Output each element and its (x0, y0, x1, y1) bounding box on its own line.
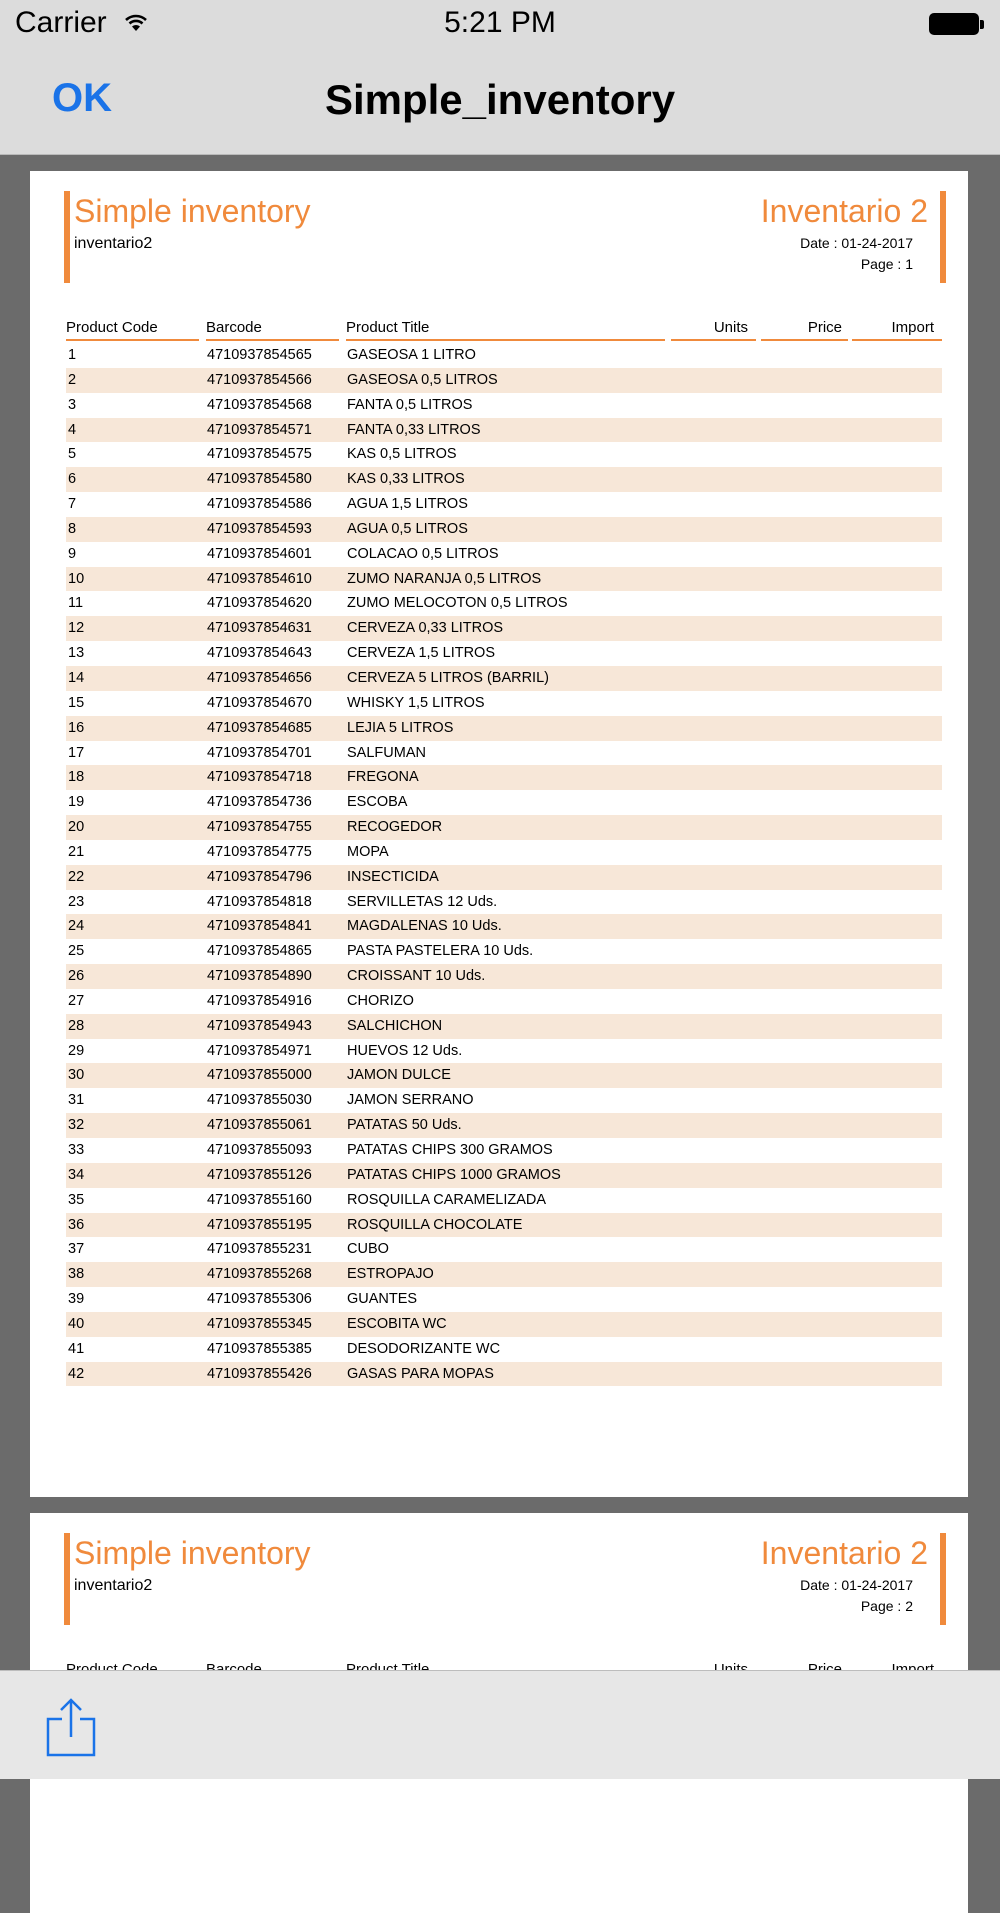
battery-icon (929, 13, 984, 37)
table-row (66, 1287, 942, 1312)
cell-barcode: 4710937854736 (207, 794, 312, 811)
table-row (66, 1138, 942, 1163)
cell-barcode: 4710937854620 (207, 595, 312, 612)
cell-product-code: 40 (68, 1315, 85, 1332)
cell-barcode: 4710937854643 (207, 645, 312, 662)
cell-barcode: 4710937854586 (207, 496, 312, 513)
cell-product-title: PATATAS 50 Uds. (347, 1117, 462, 1134)
cell-product-title: ROSQUILLA CHOCOLATE (347, 1216, 523, 1233)
table-row (66, 914, 942, 939)
cell-product-title: PATATAS CHIPS 300 GRAMOS (347, 1142, 553, 1158)
table-row (66, 492, 942, 517)
cell-barcode: 4710937854701 (207, 744, 312, 761)
table-row (66, 741, 942, 766)
cell-product-title: KAS 0,5 LITROS (347, 446, 457, 463)
cell-product-code: 23 (68, 893, 85, 910)
cell-product-title: PATATAS CHIPS 1000 GRAMOS (347, 1166, 561, 1183)
cell-barcode: 4710937854565 (207, 347, 312, 363)
cell-product-code: 35 (68, 1191, 85, 1208)
cell-product-title: GUANTES (347, 1291, 418, 1308)
cell-barcode: 4710937854775 (207, 843, 312, 860)
cell-product-title: FANTA 0,5 LITROS (347, 396, 473, 413)
cell-product-code: 29 (68, 1042, 85, 1059)
cell-product-title: ESCOBITA WC (347, 1315, 447, 1332)
cell-barcode: 4710937854568 (207, 396, 312, 413)
cell-barcode: 4710937854670 (207, 694, 312, 711)
cell-product-code: 37 (68, 1241, 85, 1258)
header-accent-right (940, 191, 946, 283)
cell-product-code: 17 (68, 744, 85, 761)
ok-button[interactable]: OK (52, 76, 112, 120)
cell-product-code: 14 (68, 669, 85, 686)
cell-product-title: CROISSANT 10 Uds. (347, 968, 486, 985)
cell-product-code: 19 (68, 794, 85, 811)
cell-product-code: 2 (68, 371, 77, 388)
table-row (66, 1237, 942, 1262)
cell-product-title: CERVEZA 0,33 LITROS (347, 620, 504, 637)
table-row (66, 368, 942, 393)
cell-barcode: 4710937854718 (207, 769, 312, 786)
cell-product-code: 9 (68, 545, 77, 562)
report-brand: Simple inventory (74, 1535, 311, 1571)
cell-product-code: 33 (68, 1142, 85, 1158)
cell-product-title: JAMON DULCE (347, 1067, 451, 1084)
cell-product-code: 27 (68, 992, 85, 1009)
col-price: Price (761, 319, 848, 341)
table-row (66, 1362, 942, 1387)
cell-product-title: JAMON SERRANO (347, 1092, 474, 1109)
cell-product-code: 7 (68, 496, 77, 513)
table-row (66, 865, 942, 890)
cell-product-title: DESODORIZANTE WC (347, 1340, 501, 1357)
col-units: Units (671, 319, 756, 341)
cell-barcode: 4710937854865 (207, 943, 312, 960)
cell-barcode: 4710937855030 (207, 1092, 312, 1109)
table-row (66, 964, 942, 989)
cell-product-code: 32 (68, 1117, 85, 1134)
cell-barcode: 4710937854601 (207, 545, 312, 562)
table-row (66, 815, 942, 840)
cell-product-code: 5 (68, 446, 77, 463)
carrier-label: Carrier (15, 6, 107, 39)
cell-barcode: 4710937854610 (207, 570, 312, 587)
cell-barcode: 4710937854566 (207, 371, 312, 388)
cell-product-title: INSECTICIDA (347, 868, 439, 885)
report-subtitle: inventario2 (74, 1577, 153, 1594)
cell-product-code: 21 (68, 843, 85, 860)
nav-title: Simple_inventory (324, 76, 676, 123)
cell-product-title: COLACAO 0,5 LITROS (347, 545, 499, 562)
table-row (66, 1113, 942, 1138)
table-row (66, 1213, 942, 1238)
cell-product-code: 4 (68, 421, 77, 438)
cell-product-code: 28 (68, 1017, 85, 1034)
table-row (66, 790, 942, 815)
table-row (66, 1337, 942, 1362)
cell-barcode: 4710937854575 (207, 446, 312, 463)
cell-barcode: 4710937854755 (207, 819, 312, 836)
report-subtitle: inventario2 (74, 235, 153, 252)
cell-barcode: 4710937854971 (207, 1042, 312, 1059)
cell-product-title: ROSQUILLA CARAMELIZADA (347, 1191, 547, 1208)
table-row (66, 716, 942, 741)
cell-product-code: 41 (68, 1340, 85, 1357)
cell-product-title: ZUMO NARANJA 0,5 LITROS (347, 570, 542, 587)
cell-barcode: 4710937855160 (207, 1191, 312, 1208)
cell-barcode: 4710937855231 (207, 1241, 312, 1258)
cell-barcode: 4710937854818 (207, 893, 312, 910)
report-page-number: Page : 2 (860, 1598, 913, 1614)
cell-product-title: ESCOBA (347, 794, 408, 811)
cell-barcode: 4710937854916 (207, 992, 312, 1009)
status-bar (0, 0, 1000, 50)
cell-product-title: MOPA (347, 843, 389, 860)
cell-product-title: SALCHICHON (347, 1017, 443, 1034)
cell-product-code: 6 (68, 471, 77, 488)
col-barcode: Barcode (206, 319, 339, 341)
table-row (66, 1063, 942, 1088)
table-row (66, 616, 942, 641)
cell-barcode: 4710937854890 (207, 968, 312, 985)
cell-product-code: 31 (68, 1092, 85, 1109)
cell-product-code: 12 (68, 620, 85, 637)
cell-barcode: 4710937855126 (207, 1166, 312, 1183)
report-date: Date : 01-24-2017 (800, 235, 913, 251)
table-row (66, 517, 942, 542)
cell-product-code: 16 (68, 719, 85, 736)
cell-product-title: SALFUMAN (347, 744, 426, 761)
table-row (66, 840, 942, 865)
cell-product-title: AGUA 0,5 LITROS (347, 520, 468, 537)
cell-barcode: 4710937855306 (207, 1291, 312, 1308)
cell-product-code: 26 (68, 968, 85, 985)
cell-product-title: CUBO (347, 1241, 389, 1258)
cell-product-title: GASAS PARA MOPAS (347, 1365, 494, 1382)
cell-product-title: WHISKY 1,5 LITROS (347, 694, 485, 711)
cell-product-code: 36 (68, 1216, 85, 1233)
table-row (66, 939, 942, 964)
table-row (66, 890, 942, 915)
cell-product-code: 24 (68, 918, 85, 935)
table-header (66, 317, 942, 343)
table-row (66, 989, 942, 1014)
cell-product-title: ESTROPAJO (347, 1266, 434, 1283)
cell-barcode: 4710937854593 (207, 520, 312, 537)
cell-product-code: 20 (68, 819, 85, 836)
table-row (66, 691, 942, 716)
cell-product-title: KAS 0,33 LITROS (347, 471, 465, 488)
table-row (66, 591, 942, 616)
col-product-title: Product Title (346, 319, 665, 341)
cell-product-code: 3 (68, 396, 77, 413)
cell-product-code: 11 (68, 595, 84, 612)
cell-product-title: GASEOSA 1 LITRO (347, 347, 476, 363)
table-row (66, 1312, 942, 1337)
cell-product-title: FANTA 0,33 LITROS (347, 421, 481, 438)
inventory-table (66, 317, 942, 1386)
cell-barcode: 4710937854841 (207, 918, 312, 935)
report-page-1 (30, 171, 968, 1497)
table-row (66, 1188, 942, 1213)
report-title: Inventario 2 (760, 193, 928, 229)
cell-barcode: 4710937854571 (207, 421, 312, 438)
cell-product-code: 38 (68, 1266, 85, 1283)
report-page-number: Page : 1 (860, 256, 913, 272)
table-row (66, 343, 942, 368)
cell-product-title: CHORIZO (347, 992, 414, 1009)
header-accent-left (64, 191, 70, 283)
col-product-code: Product Code (66, 319, 199, 341)
cell-product-title: GASEOSA 0,5 LITROS (347, 371, 498, 388)
cell-barcode: 4710937855385 (207, 1340, 312, 1357)
table-row (66, 567, 942, 592)
cell-product-title: AGUA 1,5 LITROS (347, 496, 468, 513)
cell-product-title: CERVEZA 1,5 LITROS (347, 645, 496, 662)
cell-barcode: 4710937855268 (207, 1266, 312, 1283)
cell-product-code: 25 (68, 943, 85, 960)
cell-barcode: 4710937854631 (207, 620, 312, 637)
cell-product-code: 8 (68, 520, 77, 537)
report-brand: Simple inventory (74, 193, 311, 229)
cell-barcode: 4710937855426 (207, 1365, 312, 1382)
table-row (66, 1262, 942, 1287)
cell-product-code: 1 (68, 347, 77, 363)
cell-product-title: MAGDALENAS 10 Uds. (347, 918, 502, 935)
cell-product-code: 13 (68, 645, 85, 662)
status-time: 5:21 PM (444, 6, 556, 39)
table-row (66, 418, 942, 443)
share-icon[interactable] (44, 1697, 98, 1759)
cell-barcode: 4710937855093 (207, 1142, 312, 1158)
cell-barcode: 4710937854580 (207, 471, 312, 488)
cell-product-code: 10 (68, 570, 85, 587)
cell-product-title: RECOGEDOR (347, 819, 443, 836)
table-row (66, 641, 942, 666)
cell-barcode: 4710937854685 (207, 719, 312, 736)
table-row (66, 1039, 942, 1064)
table-row (66, 1088, 942, 1113)
table-body (66, 343, 942, 1386)
cell-product-code: 34 (68, 1166, 85, 1183)
table-row (66, 393, 942, 418)
cell-product-code: 22 (68, 868, 85, 885)
col-import: Import (852, 319, 942, 341)
cell-product-title: ZUMO MELOCOTON 0,5 LITROS (347, 595, 568, 612)
cell-product-title: LEJIA 5 LITROS (347, 719, 454, 736)
cell-barcode: 4710937854943 (207, 1017, 312, 1034)
cell-product-code: 18 (68, 769, 85, 786)
cell-barcode: 4710937855195 (207, 1216, 312, 1233)
cell-product-code: 15 (68, 694, 85, 711)
cell-barcode: 4710937854656 (207, 669, 312, 686)
header-accent-left (64, 1533, 70, 1625)
cell-barcode: 4710937855061 (207, 1117, 312, 1134)
cell-product-title: CERVEZA 5 LITROS (BARRIL) (347, 669, 549, 686)
header-accent-right (940, 1533, 946, 1625)
table-row (66, 442, 942, 467)
cell-product-title: PASTA PASTELERA 10 Uds. (347, 943, 534, 960)
cell-barcode: 4710937855000 (207, 1067, 312, 1084)
table-row (66, 542, 942, 567)
cell-product-code: 39 (68, 1291, 85, 1308)
cell-product-title: HUEVOS 12 Uds. (347, 1042, 463, 1059)
cell-product-code: 42 (68, 1365, 85, 1382)
top-bar (0, 0, 1000, 155)
report-date: Date : 01-24-2017 (800, 1577, 913, 1593)
table-row (66, 467, 942, 492)
bottom-toolbar (0, 1670, 1000, 1779)
report-title: Inventario 2 (760, 1535, 928, 1571)
table-row (66, 1014, 942, 1039)
table-row (66, 765, 942, 790)
table-row (66, 666, 942, 691)
cell-product-title: FREGONA (347, 769, 419, 786)
cell-barcode: 4710937854796 (207, 868, 312, 885)
table-row (66, 1163, 942, 1188)
cell-product-code: 30 (68, 1067, 85, 1084)
cell-barcode: 4710937855345 (207, 1315, 312, 1332)
cell-product-title: SERVILLETAS 12 Uds. (347, 893, 498, 910)
